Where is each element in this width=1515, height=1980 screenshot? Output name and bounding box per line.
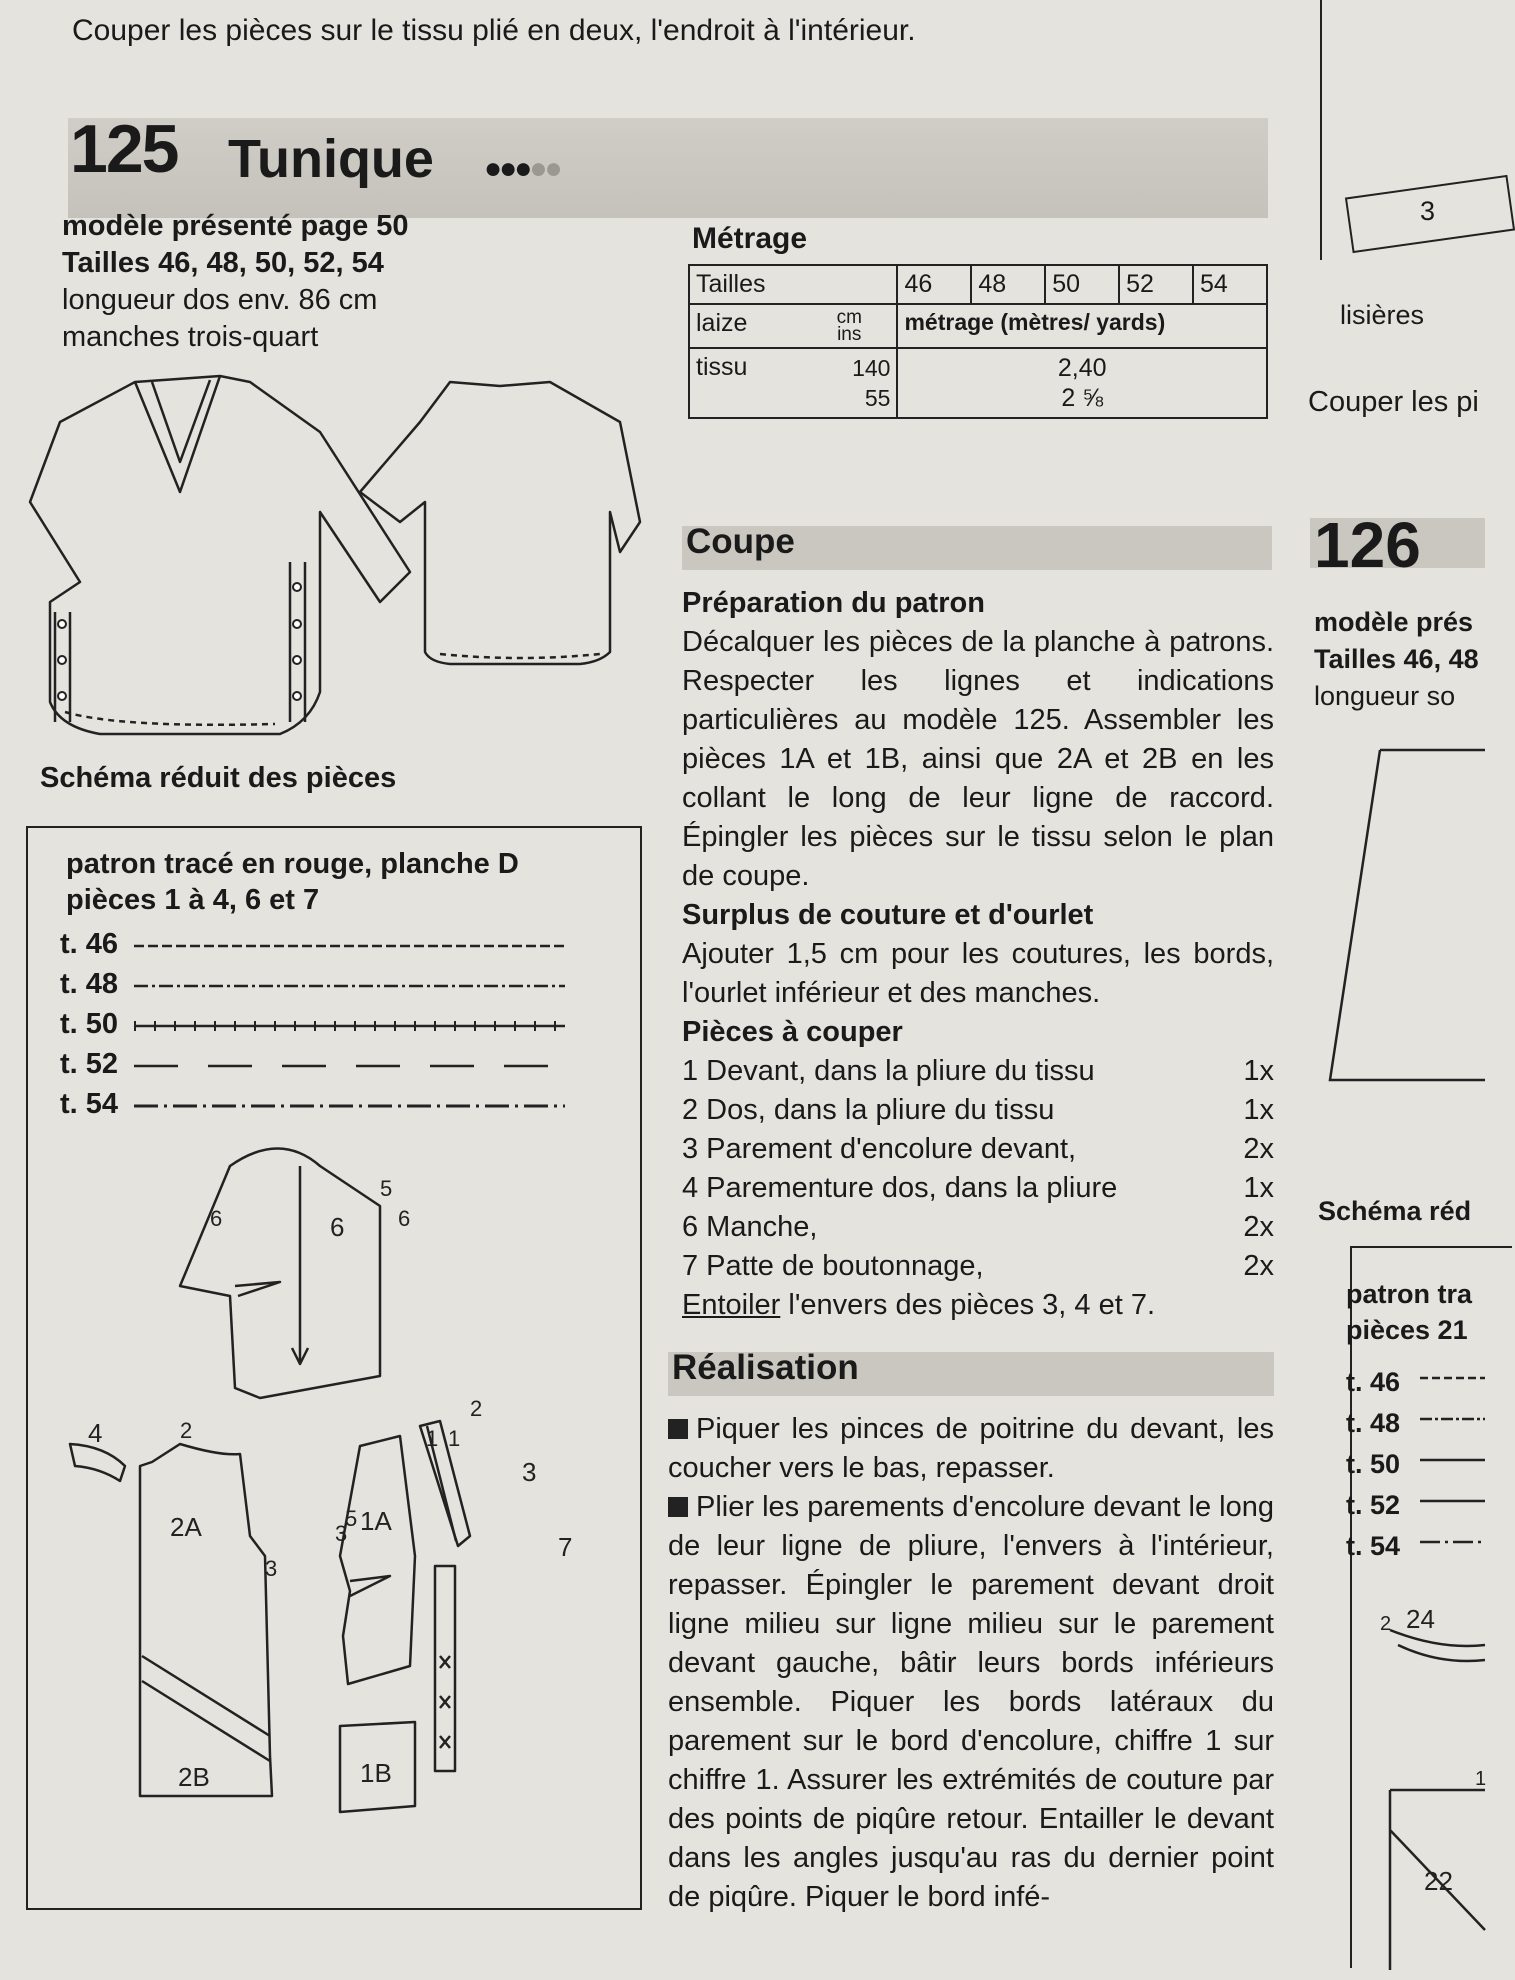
piece-qty: 2x — [1243, 1250, 1274, 1282]
right-model-number: 126 — [1314, 509, 1421, 581]
right-head1: patron tra — [1346, 1279, 1473, 1309]
unit-cm: cm — [836, 307, 862, 328]
piece-label: 2 Dos, dans la pliure du tissu — [682, 1094, 1055, 1126]
list-item — [682, 1130, 1274, 1169]
table-row — [689, 265, 1267, 304]
button-icon — [58, 692, 66, 700]
table-row — [689, 348, 1267, 418]
right-presented: modèle prés — [1314, 607, 1474, 637]
size-line-52: t. 52 — [60, 1048, 119, 1080]
button-icon — [293, 692, 301, 700]
schema-head-line1: patron tracé en rouge, planche D — [66, 848, 519, 880]
right-schema-label: Schéma réd — [1318, 1196, 1472, 1226]
laize-values — [802, 348, 897, 418]
size-cell: 54 — [1193, 265, 1267, 304]
metrage-unit-label: métrage (mètres/ yards) — [897, 304, 1267, 348]
model-meta — [62, 208, 409, 356]
prep-title: Préparation du patron — [682, 587, 985, 619]
realisation-step — [668, 1488, 1274, 1917]
coupe-title: Coupe — [686, 522, 795, 561]
button-icon — [293, 656, 301, 664]
tissu-label: tissu — [689, 348, 802, 418]
model-number: 125 — [70, 111, 178, 187]
piece-label-2B: 2B — [178, 1762, 210, 1792]
piece-label-3b: 3 — [335, 1521, 348, 1546]
piece-label-4: 4 — [88, 1418, 103, 1448]
right-size-legend — [1420, 1364, 1485, 1544]
piece-label-7: 7 — [558, 1532, 573, 1562]
piece-label: 6 Manche, — [682, 1211, 818, 1243]
piece-label-5a: 5 — [380, 1176, 393, 1201]
piece-label: 3 Parement d'encolure devant, — [682, 1133, 1077, 1165]
piece-2-joint — [142, 1656, 270, 1761]
garment-illustration — [20, 362, 660, 742]
prep-text: Décalquer les pièces de la planche à patrons. Respecter les lignes et indications particulières au modèle 125. Assembler les pièces 1A et 1B, ainsi que 2A et 2B en les collant le long de leur ligne de raccord. Épingler les pièces sur le tissu selon le plan de coupe. — [682, 626, 1274, 892]
piece-label-1B: 1B — [360, 1758, 392, 1788]
entoiler-word: Entoiler — [682, 1289, 781, 1321]
piece-4 — [70, 1444, 125, 1481]
list-item — [682, 1208, 1274, 1247]
coupe-column — [682, 584, 1274, 1325]
list-item — [682, 1052, 1274, 1091]
schema-head — [66, 846, 519, 918]
metrage-meters: 2,40 — [1057, 354, 1107, 382]
laize-label: laize — [689, 304, 802, 348]
pattern-pieces — [60, 1136, 620, 1886]
back-length: longueur dos env. 86 cm — [62, 284, 378, 316]
right-piece-24: 24 — [1406, 1604, 1435, 1634]
back-hem-stitch — [440, 654, 600, 658]
sizes-list: Tailles 46, 48, 50, 52, 54 — [62, 247, 384, 279]
size-cell: 52 — [1119, 265, 1193, 304]
button-icon — [293, 583, 301, 591]
piece-label-6-left: 6 — [210, 1206, 223, 1231]
piece-label-2: 2 — [180, 1418, 193, 1443]
realisation-title: Réalisation — [672, 1348, 859, 1387]
size-line-50: t. 50 — [60, 1008, 119, 1040]
size-line-46: t. 46 — [60, 928, 119, 960]
right-pattern-pieces — [1380, 1600, 1485, 1970]
list-item — [682, 1247, 1274, 1286]
right-garment-illustration — [1320, 740, 1485, 1090]
step-text: Piquer les pinces de poitrine du devant, les coucher vers le bas, repasser. — [668, 1413, 1274, 1484]
piece-label-3a: 3 — [265, 1556, 278, 1581]
button-icon — [293, 620, 301, 628]
metrage-label: Métrage — [692, 222, 808, 255]
size-cell: 46 — [897, 265, 971, 304]
realisation-column — [668, 1410, 1274, 1917]
front-hem-stitch — [65, 712, 275, 725]
piece-qty: 2x — [1243, 1211, 1274, 1243]
piece-1A-dart — [350, 1576, 390, 1596]
size-line-48: t. 48 — [60, 968, 119, 1000]
sleeve-type: manches trois-quart — [62, 321, 319, 353]
right-sizes: Tailles 46, 48 — [1314, 644, 1479, 674]
size-line-legend — [130, 930, 570, 1130]
surplus-title: Surplus de couture et d'ourlet — [682, 899, 1094, 931]
metrage-yards: 2 ⅝ — [1061, 384, 1104, 412]
difficulty-rating — [484, 152, 560, 186]
piece-6-sleeve — [180, 1149, 380, 1399]
right-meta — [1314, 604, 1479, 715]
top-note: Couper les pièces sur le tissu plié en deux, l'endroit à l'intérieur. — [72, 14, 916, 47]
piece-label-3c: 3 — [522, 1457, 537, 1487]
piece-label: 1 Devant, dans la pliure du tissu — [682, 1055, 1095, 1087]
right-size-46: t. 46 — [1346, 1367, 1401, 1397]
laize-ins: 55 — [864, 385, 891, 411]
piece-label: 7 Patte de boutonnage, — [682, 1250, 984, 1282]
right-couper: Couper les pi — [1308, 386, 1479, 418]
size-cell: 48 — [971, 265, 1045, 304]
piece-qty: 1x — [1243, 1172, 1274, 1204]
piece-1A — [340, 1436, 415, 1684]
right-lisieres: lisières — [1340, 300, 1425, 330]
button-icon — [58, 656, 66, 664]
front-v-neck — [135, 376, 220, 492]
difficulty-filled: ●●● — [484, 152, 530, 185]
right-size-54: t. 54 — [1346, 1531, 1401, 1561]
presented-page: modèle présenté page 50 — [62, 210, 409, 242]
button-icon — [58, 620, 66, 628]
sizes-header: Tailles — [689, 265, 897, 304]
pieces-title: Pièces à couper — [682, 1016, 903, 1048]
metrage-table — [688, 264, 1268, 419]
difficulty-empty: ●● — [529, 152, 560, 185]
piece-label-1: 1 — [426, 1426, 439, 1451]
right-piece-1: 1 — [1475, 1768, 1487, 1790]
front-view-outline — [30, 376, 410, 734]
schema-head-line2: pièces 1 à 4, 6 et 7 — [66, 884, 320, 916]
realisation-step — [668, 1410, 1274, 1488]
grain-arrow — [292, 1166, 308, 1364]
right-head2: pièces 21 — [1346, 1315, 1468, 1345]
right-size-52: t. 52 — [1346, 1490, 1401, 1520]
piece-label-5b: 5 — [345, 1506, 358, 1531]
piece-label-6: 6 — [330, 1212, 345, 1242]
piece-7-marks — [440, 1656, 450, 1748]
right-size-lines — [1346, 1362, 1400, 1567]
list-item — [682, 1091, 1274, 1130]
entoiler-line — [682, 1286, 1274, 1325]
bullet-square-icon — [668, 1497, 688, 1517]
right-size-48: t. 48 — [1346, 1408, 1401, 1438]
table-row — [689, 304, 1267, 348]
right-size-50: t. 50 — [1346, 1449, 1401, 1479]
right-piece-3-label: 3 — [1420, 196, 1436, 226]
list-item — [682, 1169, 1274, 1208]
model-name: Tunique — [228, 129, 434, 189]
front-placket — [55, 562, 305, 722]
right-schema-head — [1346, 1276, 1472, 1348]
piece-label-2c: 2 — [470, 1396, 483, 1421]
piece-label-1A: 1A — [360, 1506, 392, 1536]
size-cell: 50 — [1045, 265, 1119, 304]
piece-label: 4 Parementure dos, dans la pliure — [682, 1172, 1118, 1204]
right-length: longueur so — [1314, 681, 1456, 711]
unit-ins: ins — [837, 324, 862, 345]
piece-2A-2B — [140, 1444, 272, 1796]
size-line-54: t. 54 — [60, 1088, 119, 1120]
right-piece-2: 2 — [1380, 1613, 1392, 1635]
unit-cell — [802, 304, 897, 348]
piece-6-dart — [235, 1282, 280, 1296]
piece-label-6-right: 6 — [398, 1206, 411, 1231]
piece-qty: 2x — [1243, 1133, 1274, 1165]
piece-label-1b-top: 1 — [448, 1426, 461, 1451]
entoiler-rest: l'envers des pièces 3, 4 et 7. — [780, 1289, 1156, 1321]
step-text: Plier les parements d'encolure devant le long de leur ligne de pliure, l'envers à l'intérieur, repasser. Épingler le parement devant droit ligne milieu sur ligne milieu sur le parement devant gauche, bâtir leurs bords inférieurs ensemble. Piquer les bords latéraux du parement sur le bord d'encolure, chiffre 1 sur chiffre 1. Assurer les extrémités de couture par des points de piqûre retour. Entailler le devant dans les angles jusqu'au ras du dernier point de piqûre. Piquer le bord infé- — [668, 1491, 1274, 1913]
piece-label-2A: 2A — [170, 1512, 202, 1542]
back-view-outline — [360, 382, 640, 664]
piece-qty: 1x — [1243, 1055, 1274, 1087]
laize-cm: 140 — [852, 355, 891, 381]
metrage-values — [897, 348, 1267, 418]
surplus-text: Ajouter 1,5 cm pour les coutures, les bords, l'ourlet inférieur et des manches. — [682, 938, 1274, 1009]
right-piece-22: 22 — [1424, 1866, 1453, 1896]
schema-label: Schéma réduit des pièces — [40, 762, 397, 794]
bullet-square-icon — [668, 1419, 688, 1439]
piece-qty: 1x — [1243, 1094, 1274, 1126]
